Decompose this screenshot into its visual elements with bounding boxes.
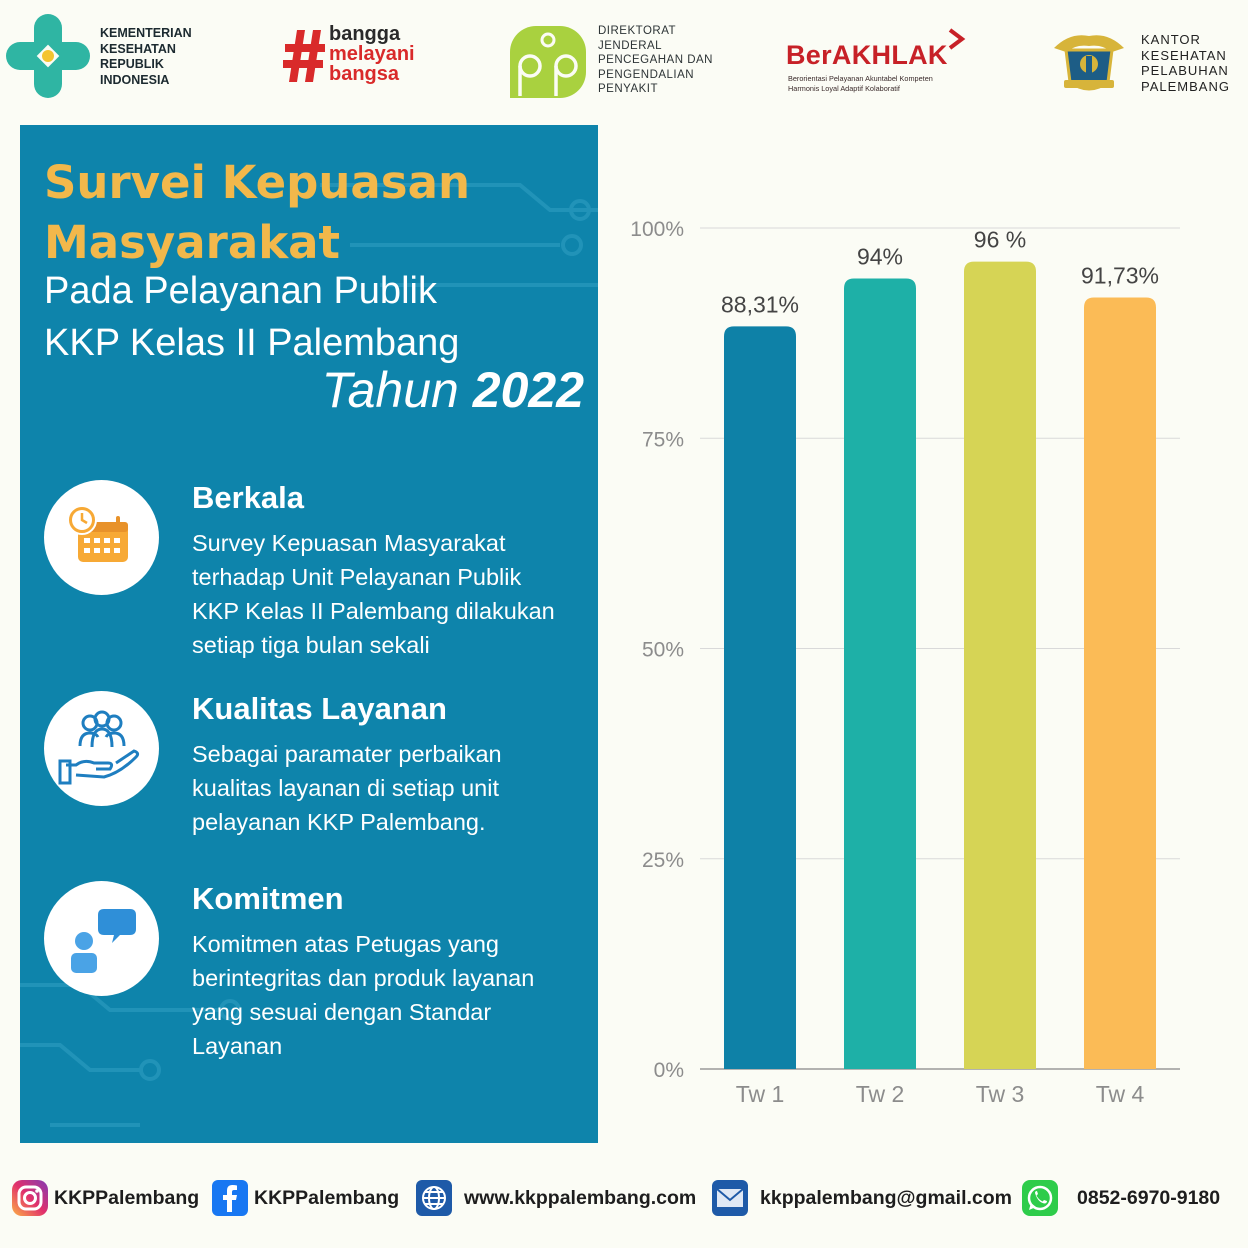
instagram-contact[interactable]: [10, 1178, 200, 1222]
kemenkes-text: KEMENTERIAN KESEHATAN REPUBLIK INDONESIA: [100, 26, 192, 87]
y-tick-label: 0%: [653, 1059, 684, 1082]
whatsapp-icon: [1020, 1178, 1060, 1218]
bar-value-label: 96 %: [973, 226, 1027, 253]
kkp-text: KANTOR KESEHATAN PELABUHAN PALEMBANG: [1141, 32, 1230, 94]
feature-description: Komitmen atas Petugas yang berintegritas dan produk layanan yang sesuai dengan Standar Layanan: [192, 931, 535, 1059]
hashtag-icon: [283, 26, 329, 86]
feature-heading: Komitmen: [192, 881, 344, 916]
whatsapp-number: 0852-6970-9180: [1077, 1187, 1221, 1209]
chart-svg: [600, 190, 1240, 1120]
y-tick-label: 50%: [641, 638, 684, 662]
website-contact[interactable]: [414, 1178, 704, 1222]
berakhlak-word: BerAKHLAK: [786, 40, 948, 70]
x-tick-label: Tw 1: [735, 1081, 785, 1107]
feature-komitmen: [44, 881, 584, 1081]
berakhlak-subtitle: Berorientasi Pelayanan Akuntabel Kompeten Harmonis Loyal Adaptif Kolaboratif: [788, 74, 933, 93]
survey-year: Tahun 2022: [321, 362, 584, 418]
feature-heading: Kualitas Layanan: [192, 691, 447, 726]
p2p-logo: [510, 22, 730, 102]
calendar-clock-icon: [44, 480, 159, 595]
bar-tw-3: [964, 262, 1036, 1069]
campaign-word-2: melayani: [329, 43, 415, 65]
instagram-handle: KKPPalembang: [54, 1187, 200, 1209]
kkp-palembang-logo: [1052, 26, 1242, 106]
bar-value-label: 94%: [856, 243, 904, 270]
hand-people-icon: [44, 691, 159, 806]
y-tick-label: 75%: [641, 428, 684, 452]
y-tick-label: 100%: [630, 218, 684, 241]
y-tick-label: 25%: [641, 848, 684, 872]
facebook-handle: KKPPalembang: [254, 1187, 400, 1209]
chevron-right-icon: [946, 28, 966, 50]
kkp-emblem-icon: [1052, 26, 1126, 98]
whatsapp-contact[interactable]: [1020, 1178, 1240, 1222]
survey-subtitle: Pada Pelayanan Publik KKP Kelas II Palembang: [44, 270, 460, 364]
x-tick-label: Tw 2: [855, 1081, 905, 1107]
kemenkes-logo: [4, 12, 204, 104]
bar-tw-4: [1084, 298, 1156, 1069]
p2p-mark-icon: [510, 26, 586, 98]
feature-icon-circle: [44, 881, 159, 996]
satisfaction-bar-chart: [600, 190, 1240, 1120]
berakhlak-logo: [786, 26, 976, 96]
footer-contacts: [0, 1172, 1248, 1232]
x-tick-label: Tw 3: [975, 1081, 1025, 1107]
bar-value-label: 88,31%: [720, 291, 800, 318]
chat-person-icon: [44, 881, 159, 996]
instagram-icon: [10, 1178, 50, 1218]
header-logos: [0, 0, 1248, 115]
survey-title: Survei Kepuasan Masyarakat: [44, 156, 470, 269]
email-address: kkppalembang@gmail.com: [760, 1187, 1012, 1209]
chart-bars: [724, 262, 1156, 1069]
p2p-text: DIREKTORAT JENDERAL PENCEGAHAN DAN PENGENDALIAN PENYAKIT: [598, 25, 713, 96]
facebook-icon: [210, 1178, 250, 1218]
info-panel: [20, 125, 598, 1143]
feature-heading: Berkala: [192, 480, 305, 515]
website-url: www.kkppalembang.com: [464, 1187, 697, 1209]
email-contact[interactable]: [710, 1178, 1020, 1222]
bar-tw-1: [724, 326, 796, 1069]
campaign-word-1: bangga: [329, 23, 401, 45]
bar-tw-2: [844, 278, 916, 1069]
envelope-icon: [710, 1178, 750, 1218]
campaign-word-3: bangsa: [329, 63, 400, 85]
feature-description: Survey Kepuasan Masyarakat terhadap Unit Pelayanan Publik KKP Kelas II Palembang dilakukan setiap tiga bulan sekali: [192, 530, 555, 658]
x-tick-label: Tw 4: [1095, 1081, 1145, 1107]
bangga-melayani-logo: [283, 22, 443, 92]
feature-kualitas-layanan: [44, 691, 584, 851]
bar-value-label: 91,73%: [1080, 262, 1160, 289]
globe-icon: [414, 1178, 454, 1218]
feature-description: Sebagai paramater perbaikan kualitas layanan di setiap unit pelayanan KKP Palembang.: [192, 741, 502, 835]
facebook-contact[interactable]: [210, 1178, 400, 1222]
feature-icon-circle: [44, 480, 159, 595]
kemenkes-mark-icon: [4, 12, 92, 100]
feature-berkala: [44, 480, 584, 660]
feature-icon-circle: [44, 691, 159, 806]
